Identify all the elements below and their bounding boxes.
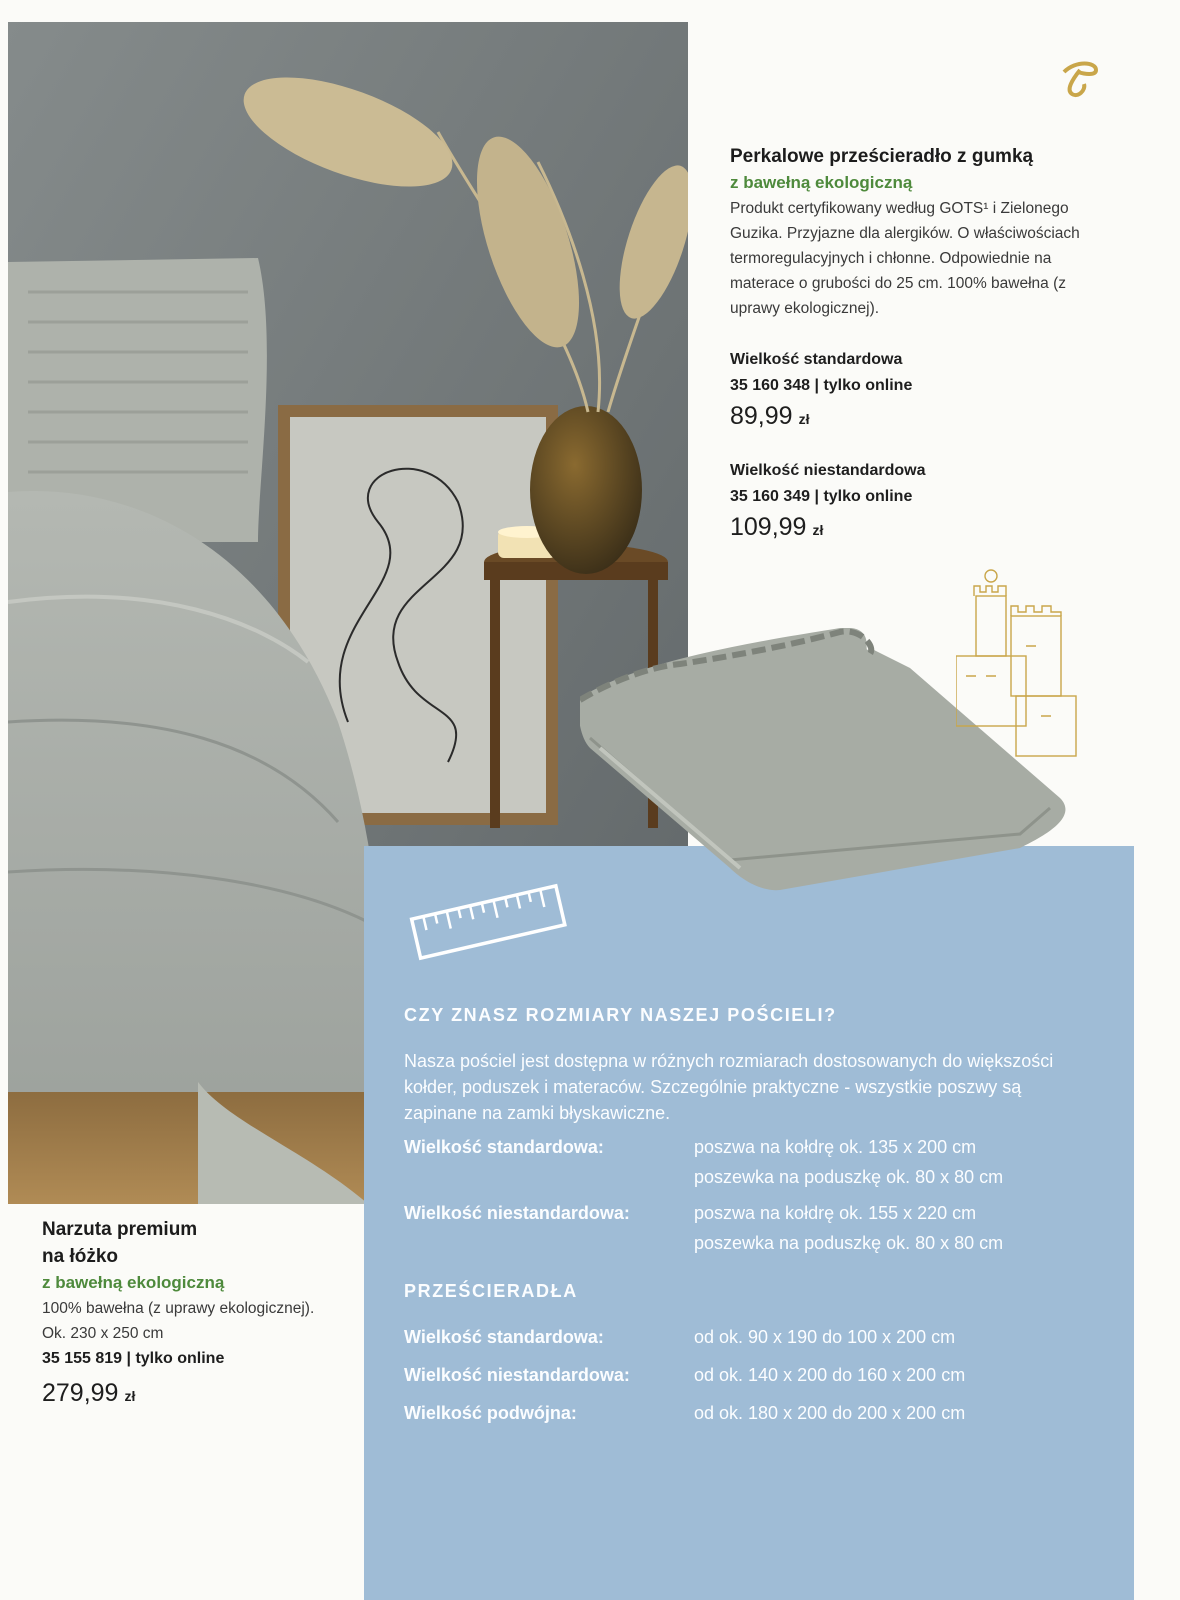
product-description: Produkt certyfikowany według GOTS¹ i Zielonego Guzika. Przyjazne dla alergików. O właściwościach termoregulacyjnych i chłonne. Odpowiednie na materace o grubości do 25 cm. 100% bawełna (z uprawy ekologicznej). <box>730 200 1080 317</box>
bedding-size-row <box>404 1132 1104 1192</box>
product-number: 35 155 819 | tylko online <box>42 1350 225 1367</box>
product-price <box>42 1376 342 1413</box>
product-title-line2: na łóżko <box>42 1246 119 1267</box>
duvet-size: poszwa na kołdrę ok. 135 x 200 cm <box>694 1137 977 1157</box>
castle-illustration <box>956 566 1096 776</box>
variant-number: 35 160 348 | tylko online <box>730 377 913 394</box>
size-label: Wielkość niestandardowa: <box>404 1203 630 1223</box>
pillow-size: poszewka na poduszkę ok. 80 x 80 cm <box>694 1233 1004 1253</box>
product-description: 100% bawełna (z uprawy ekologicznej). Ok. 230 x 250 cm <box>42 1300 315 1342</box>
price-currency: zł <box>798 411 810 427</box>
variant-standard <box>730 347 1130 436</box>
size-value: od ok. 140 x 200 do 160 x 200 cm <box>694 1365 966 1385</box>
sheet-size-row <box>404 1360 1104 1390</box>
price-value: 89,99 <box>730 402 793 430</box>
product-title-line1: Narzuta premium <box>42 1219 198 1240</box>
variant-price <box>730 510 1130 547</box>
size-label: Wielkość standardowa: <box>404 1327 604 1347</box>
size-value: od ok. 90 x 190 do 100 x 200 cm <box>694 1327 956 1347</box>
fitted-sheet-product <box>730 144 1130 547</box>
price-currency: zł <box>124 1388 136 1404</box>
variant-label: Wielkość standardowa <box>730 351 903 368</box>
info-paragraph: Nasza pościel jest dostępna w różnych rozmiarach dostosowanych do większości kołder, poduszek i materaców. Szczególnie praktyczne - wszystkie poszwy są zapinane na zamki błyskawiczne. <box>404 1051 1054 1123</box>
product-subtitle: z bawełną ekologiczną <box>42 1273 225 1292</box>
price-value: 279,99 <box>42 1379 119 1407</box>
duvet-size: poszwa na kołdrę ok. 155 x 220 cm <box>694 1203 977 1223</box>
bedding-sizes-info <box>404 1002 1104 1428</box>
variant-label: Wielkość niestandardowa <box>730 462 926 479</box>
product-title: Perkalowe prześcieradło z gumką <box>730 146 1034 167</box>
product-subtitle: z bawełną ekologiczną <box>730 173 913 192</box>
bedspread-product <box>42 1216 342 1413</box>
size-label: Wielkość podwójna: <box>404 1403 577 1423</box>
pillow-size: poszewka na poduszkę ok. 80 x 80 cm <box>694 1167 1004 1187</box>
size-values <box>694 1132 1104 1192</box>
variant-number: 35 160 349 | tylko online <box>730 488 913 505</box>
size-label: Wielkość niestandardowa: <box>404 1365 630 1385</box>
ruler-icon <box>408 876 568 966</box>
tchibo-logo-icon <box>1056 54 1106 104</box>
price-currency: zł <box>812 522 824 538</box>
sheet-size-row <box>404 1322 1104 1352</box>
size-values <box>694 1198 1104 1258</box>
variant-nonstandard <box>730 458 1130 547</box>
sheet-size-list <box>404 1322 1104 1428</box>
sheets-heading: PRZEŚCIERADŁA <box>404 1281 578 1301</box>
sheet-size-row <box>404 1398 1104 1428</box>
price-value: 109,99 <box>730 513 807 541</box>
info-heading: CZY ZNASZ ROZMIARY NASZEJ POŚCIELI? <box>404 1005 837 1025</box>
variant-price <box>730 399 1130 436</box>
bedding-size-row <box>404 1198 1104 1258</box>
size-value: od ok. 180 x 200 do 200 x 200 cm <box>694 1403 966 1423</box>
bedding-size-list <box>404 1132 1104 1258</box>
size-label: Wielkość standardowa: <box>404 1137 604 1157</box>
